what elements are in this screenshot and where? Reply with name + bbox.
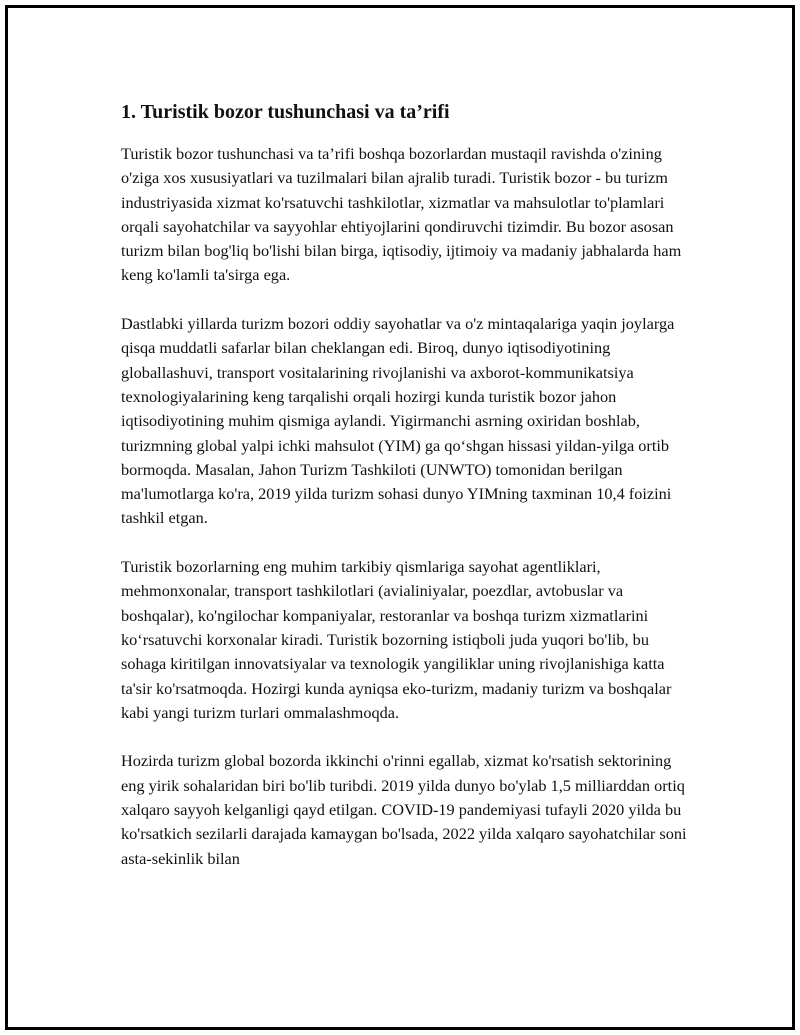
paragraph-components: Turistik bozorlarning eng muhim tarkibiy qismlariga sayohat agentliklari, mehmonxonalar, transport tashkilotlari (avialiniyalar, poezdlar, avtobuslar va boshqalar), ko'ngilochar kompaniyalar, restoranlar va boshqa turizm xizmatlarini ko‘rsatuvchi korxonalar kiradi. Turistik bozorning istiqboli juda yuqori bo'lib, bu sohaga kiritilgan innovatsiyalar va texnologik yangiliklar uning rivojlanishiga katta ta'sir ko'rsatmoqda. Hozirgi kunda ayniqsa eko-turizm, madaniy turizm va boshqalar kabi yangi turizm turlari ommalashmoqda. — [121, 557, 672, 722]
paragraph-definition: Turistik bozor tushunchasi va ta’rifi boshqa bozorlardan mustaqil ravishda o'zining o'ziga xos xususiyatlari va tuzilmalari bilan ajralib turadi. Turistik bozor - bu turizm industriyasida xizmat ko'rsatuvchi tashkilotlar, xizmatlar va mahsulotlar to'plamlari orqali sayohatchilar va sayyohlar ehtiyojlarini qondiruvchi tizimdir. Bu bozor asosan turizm bilan bog'liq bo'lishi bilan birga, iqtisodiy, ijtimoiy va madaniy jabhalarda ham keng ko'lamli ta'sirga ega. — [121, 144, 682, 285]
page-frame — [5, 5, 795, 1030]
paragraph-history: Dastlabki yillarda turizm bozori oddiy sayohatlar va o'z mintaqalariga yaqin joylarga qisqa muddatli safarlar bilan cheklangan edi. Biroq, dunyo iqtisodiyotining globallashuvi, transport vositalarining rivojlanishi va axborot-kommunikatsiya texnologiyalarining keng tarqalishi orqali hozirgi kunda turistik bozor jahon iqtisodiyotining muhim qismiga aylandi. Yigirmanchi asrning oxiridan boshlab, turizmning global yalpi ichki mahsulot (YIM) ga qo‘shgan hissasi yildan-yilga ortib bormoqda. Masalan, Jahon Turizm Tashkiloti (UNWTO) tomonidan berilgan ma'lumotlarga ko'ra, 2019 yilda turizm sohasi dunyo YIMning taxminan 10,4 foizini tashkil etgan. — [121, 314, 675, 528]
paragraph-global-market: Hozirda turizm global bozorda ikkinchi o'rinni egallab, xizmat ko'rsatish sektorining eng yirik sohalaridan biri bo'lib turibdi. 2019 yilda dunyo bo'ylab 1,5 milliarddan ortiq xalqaro sayyoh kelganligi qayd etilgan. COVID-19 pandemiyasi tufayli 2020 yilda bu ko'rsatkich sezilarli darajada kamaygan bo'lsada, 2022 yilda xalqaro sayohatchilar soni asta-sekinlik bilan — [121, 751, 687, 868]
document-body — [121, 98, 696, 871]
section-heading: 1. Turistik bozor tushunchasi va ta’rifi — [121, 101, 450, 123]
